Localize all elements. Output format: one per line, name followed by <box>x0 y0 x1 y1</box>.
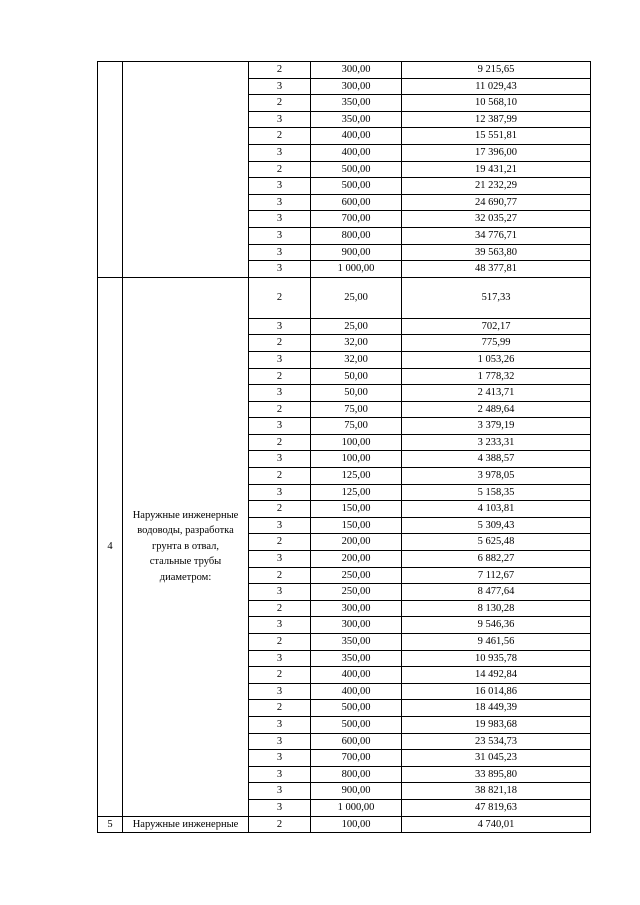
price-cell: 11 029,43 <box>402 78 591 95</box>
category-cell: 3 <box>249 194 311 211</box>
category-cell: 3 <box>249 211 311 228</box>
category-cell: 2 <box>249 468 311 485</box>
category-cell: 2 <box>249 667 311 684</box>
diameter-cell: 300,00 <box>311 62 402 79</box>
table-row <box>98 277 591 318</box>
price-cell: 31 045,23 <box>402 750 591 767</box>
diameter-cell: 25,00 <box>311 318 402 335</box>
category-cell: 2 <box>249 816 311 833</box>
category-cell: 3 <box>249 227 311 244</box>
diameter-cell: 400,00 <box>311 667 402 684</box>
diameter-cell: 200,00 <box>311 551 402 568</box>
description-cell: Наружные инженерные <box>123 816 249 833</box>
diameter-cell: 100,00 <box>311 816 402 833</box>
diameter-cell: 600,00 <box>311 194 402 211</box>
category-cell: 3 <box>249 178 311 195</box>
price-cell: 8 130,28 <box>402 600 591 617</box>
diameter-cell: 400,00 <box>311 128 402 145</box>
price-cell: 33 895,80 <box>402 766 591 783</box>
category-cell: 3 <box>249 351 311 368</box>
diameter-cell: 350,00 <box>311 650 402 667</box>
diameter-cell: 700,00 <box>311 750 402 767</box>
description-line: грунта в отвал, <box>151 540 219 552</box>
category-cell: 2 <box>249 600 311 617</box>
category-cell: 2 <box>249 62 311 79</box>
category-cell: 2 <box>249 534 311 551</box>
diameter-cell: 900,00 <box>311 783 402 800</box>
price-cell: 32 035,27 <box>402 211 591 228</box>
category-cell: 2 <box>249 501 311 518</box>
diameter-cell: 500,00 <box>311 178 402 195</box>
price-cell: 24 690,77 <box>402 194 591 211</box>
description-cell <box>123 62 249 278</box>
table-row <box>98 62 591 79</box>
category-cell: 2 <box>249 634 311 651</box>
price-cell: 3 379,19 <box>402 418 591 435</box>
price-cell: 15 551,81 <box>402 128 591 145</box>
price-cell: 23 534,73 <box>402 733 591 750</box>
category-cell: 2 <box>249 128 311 145</box>
diameter-cell: 250,00 <box>311 567 402 584</box>
diameter-cell: 300,00 <box>311 600 402 617</box>
table-row <box>98 816 591 833</box>
diameter-cell: 100,00 <box>311 451 402 468</box>
category-cell: 3 <box>249 766 311 783</box>
price-cell: 5 309,43 <box>402 517 591 534</box>
price-cell: 10 935,78 <box>402 650 591 667</box>
price-cell: 47 819,63 <box>402 799 591 816</box>
price-table <box>97 61 591 833</box>
category-cell: 3 <box>249 418 311 435</box>
category-cell: 2 <box>249 277 311 318</box>
diameter-cell: 75,00 <box>311 401 402 418</box>
diameter-cell: 500,00 <box>311 161 402 178</box>
diameter-cell: 50,00 <box>311 385 402 402</box>
category-cell: 3 <box>249 551 311 568</box>
diameter-cell: 200,00 <box>311 534 402 551</box>
price-cell: 2 489,64 <box>402 401 591 418</box>
price-cell: 517,33 <box>402 277 591 318</box>
price-cell: 18 449,39 <box>402 700 591 717</box>
category-cell: 3 <box>249 716 311 733</box>
diameter-cell: 350,00 <box>311 111 402 128</box>
category-cell: 2 <box>249 161 311 178</box>
category-cell: 3 <box>249 451 311 468</box>
price-cell: 5 158,35 <box>402 484 591 501</box>
category-cell: 3 <box>249 385 311 402</box>
description-line: Наружные инженерные <box>132 509 239 521</box>
diameter-cell: 125,00 <box>311 468 402 485</box>
price-cell: 3 978,05 <box>402 468 591 485</box>
category-cell: 2 <box>249 95 311 112</box>
price-cell: 9 546,36 <box>402 617 591 634</box>
price-cell: 21 232,29 <box>402 178 591 195</box>
category-cell: 3 <box>249 318 311 335</box>
price-cell: 4 388,57 <box>402 451 591 468</box>
diameter-cell: 1 000,00 <box>311 261 402 278</box>
description-cell <box>123 277 249 816</box>
row-number-cell: 4 <box>98 277 123 816</box>
price-cell: 4 740,01 <box>402 816 591 833</box>
diameter-cell: 50,00 <box>311 368 402 385</box>
category-cell: 2 <box>249 401 311 418</box>
category-cell: 2 <box>249 335 311 352</box>
diameter-cell: 350,00 <box>311 95 402 112</box>
diameter-cell: 100,00 <box>311 434 402 451</box>
category-cell: 3 <box>249 783 311 800</box>
diameter-cell: 400,00 <box>311 144 402 161</box>
price-cell: 9 215,65 <box>402 62 591 79</box>
price-cell: 39 563,80 <box>402 244 591 261</box>
price-cell: 10 568,10 <box>402 95 591 112</box>
description-line: стальные трубы <box>149 556 222 568</box>
category-cell: 2 <box>249 434 311 451</box>
diameter-cell: 75,00 <box>311 418 402 435</box>
diameter-cell: 250,00 <box>311 584 402 601</box>
category-cell: 3 <box>249 750 311 767</box>
category-cell: 2 <box>249 368 311 385</box>
diameter-cell: 300,00 <box>311 617 402 634</box>
price-cell: 16 014,86 <box>402 683 591 700</box>
diameter-cell: 600,00 <box>311 733 402 750</box>
category-cell: 2 <box>249 700 311 717</box>
diameter-cell: 300,00 <box>311 78 402 95</box>
diameter-cell: 900,00 <box>311 244 402 261</box>
diameter-cell: 400,00 <box>311 683 402 700</box>
category-cell: 3 <box>249 683 311 700</box>
price-cell: 12 387,99 <box>402 111 591 128</box>
row-number-cell <box>98 62 123 278</box>
price-cell: 2 413,71 <box>402 385 591 402</box>
price-cell: 7 112,67 <box>402 567 591 584</box>
price-cell: 1 778,32 <box>402 368 591 385</box>
price-cell: 4 103,81 <box>402 501 591 518</box>
category-cell: 3 <box>249 484 311 501</box>
price-cell: 9 461,56 <box>402 634 591 651</box>
price-cell: 702,17 <box>402 318 591 335</box>
price-cell: 8 477,64 <box>402 584 591 601</box>
price-cell: 6 882,27 <box>402 551 591 568</box>
price-cell: 19 431,21 <box>402 161 591 178</box>
price-cell: 14 492,84 <box>402 667 591 684</box>
category-cell: 3 <box>249 144 311 161</box>
category-cell: 3 <box>249 617 311 634</box>
category-cell: 2 <box>249 567 311 584</box>
diameter-cell: 150,00 <box>311 501 402 518</box>
diameter-cell: 700,00 <box>311 211 402 228</box>
price-cell: 38 821,18 <box>402 783 591 800</box>
diameter-cell: 32,00 <box>311 335 402 352</box>
diameter-cell: 32,00 <box>311 351 402 368</box>
price-table-body <box>98 62 591 833</box>
diameter-cell: 1 000,00 <box>311 799 402 816</box>
diameter-cell: 125,00 <box>311 484 402 501</box>
category-cell: 3 <box>249 733 311 750</box>
price-cell: 1 053,26 <box>402 351 591 368</box>
price-cell: 48 377,81 <box>402 261 591 278</box>
diameter-cell: 150,00 <box>311 517 402 534</box>
category-cell: 3 <box>249 584 311 601</box>
description-line: водоводы, разработка <box>137 525 234 537</box>
price-cell: 775,99 <box>402 335 591 352</box>
category-cell: 3 <box>249 517 311 534</box>
diameter-cell: 500,00 <box>311 700 402 717</box>
diameter-cell: 800,00 <box>311 766 402 783</box>
price-cell: 5 625,48 <box>402 534 591 551</box>
diameter-cell: 350,00 <box>311 634 402 651</box>
price-cell: 3 233,31 <box>402 434 591 451</box>
row-number-cell: 5 <box>98 816 123 833</box>
category-cell: 3 <box>249 78 311 95</box>
category-cell: 3 <box>249 799 311 816</box>
price-cell: 19 983,68 <box>402 716 591 733</box>
diameter-cell: 500,00 <box>311 716 402 733</box>
category-cell: 3 <box>249 244 311 261</box>
category-cell: 3 <box>249 650 311 667</box>
price-cell: 17 396,00 <box>402 144 591 161</box>
category-cell: 3 <box>249 261 311 278</box>
category-cell: 3 <box>249 111 311 128</box>
price-cell: 34 776,71 <box>402 227 591 244</box>
diameter-cell: 800,00 <box>311 227 402 244</box>
diameter-cell: 25,00 <box>311 277 402 318</box>
description-line: диаметром: <box>159 572 212 584</box>
